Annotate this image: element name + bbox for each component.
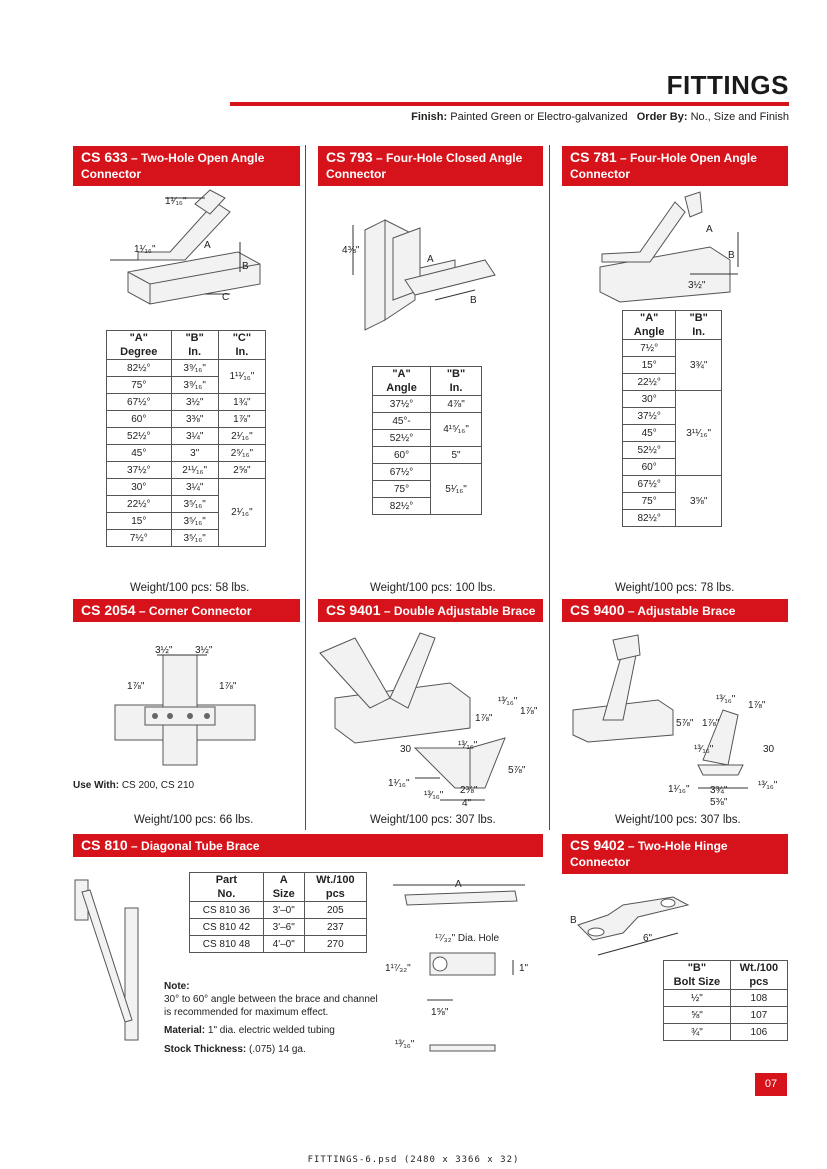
- cs781-dim-b: B: [728, 250, 735, 261]
- cs633-header: [73, 146, 300, 186]
- table-row: [190, 919, 367, 936]
- header-line: In.: [692, 326, 706, 338]
- table-cell: 3'–0": [263, 902, 304, 919]
- table-cell: 3½": [171, 394, 218, 411]
- table-cell: 3¼": [171, 428, 218, 445]
- cs9401-dim-i: ¹³⁄₁₆": [424, 790, 444, 801]
- table-row: [107, 428, 266, 445]
- cs810-note: [164, 980, 379, 1019]
- table-header-cell: [373, 367, 431, 396]
- cs810-detail-drawing: [385, 875, 535, 1065]
- cs9401-dim-b: 1⅞": [475, 713, 493, 724]
- cs9400-dim-i: 5⅜": [710, 797, 728, 808]
- table-header-row: [190, 873, 367, 902]
- header-line: Angle: [633, 326, 665, 338]
- cs9401-dim-a: ¹³⁄₁₆": [498, 696, 518, 707]
- cs810-drawing: [70, 880, 160, 1045]
- table-row: [373, 413, 482, 430]
- table-row: [664, 990, 788, 1007]
- cs633-drawing: [110, 192, 270, 312]
- table-cell: 45°-: [373, 413, 431, 430]
- cs810-thickness-label: Stock Thickness:: [164, 1044, 247, 1055]
- cs793-name-2: Connector: [326, 167, 386, 181]
- header-line: Angle: [386, 382, 417, 394]
- header-line: In.: [449, 382, 463, 394]
- finish-label: Finish:: [411, 111, 448, 123]
- cs9400-dim-j: ¹³⁄₁₆": [758, 780, 778, 791]
- cs9401-dim-e: 30: [400, 744, 412, 755]
- header-line: Size: [272, 888, 295, 900]
- table-cell: 3'–6": [263, 919, 304, 936]
- cs9400-dim-a: ¹³⁄₁₆": [716, 694, 736, 705]
- order-value: No., Size and Finish: [690, 111, 789, 123]
- cs810-material-value: 1" dia. electric welded tubing: [207, 1025, 335, 1036]
- cs9400-dim-h: 3¾": [710, 785, 728, 796]
- table-header-cell: [623, 311, 676, 340]
- cs810-dim-a: A: [455, 879, 462, 890]
- table-cell: 3⁵⁄₁₆": [171, 513, 218, 530]
- table-cell: 5": [431, 447, 482, 464]
- cs2054-dim-4: 1⅞": [219, 681, 237, 692]
- cs793-name: – Four-Hole Closed Angle: [376, 151, 523, 165]
- cs810-material-label: Material:: [164, 1025, 206, 1036]
- table-header-row: [373, 367, 482, 396]
- table-cell: 7½°: [107, 530, 172, 547]
- cs633-weight: Weight/100 pcs: 58 lbs.: [130, 582, 250, 594]
- page-title: FITTINGS: [666, 70, 789, 100]
- cs781-code: CS 781: [570, 149, 617, 165]
- table-row: [190, 936, 367, 953]
- header-line: "A": [392, 368, 411, 380]
- table-cell: 60°: [107, 411, 172, 428]
- cs9402-header: [562, 834, 788, 874]
- cs9401-dim-g: 1¹⁄₁₆": [388, 778, 410, 789]
- header-line: A: [279, 874, 288, 886]
- table-row: [107, 360, 266, 377]
- cs9400-dim-g: 1¹⁄₁₆": [668, 784, 690, 795]
- cs9401-dim-j: 4": [462, 798, 472, 809]
- table-cell: 4'–0": [263, 936, 304, 953]
- cs633-dim-top: 1¹⁄₁₆": [165, 196, 187, 207]
- table-cell: 67½°: [623, 476, 676, 493]
- table-header-cell: [730, 961, 787, 990]
- cs9400-header: [562, 599, 788, 622]
- table-row: [190, 902, 367, 919]
- table-cell: 1⅞": [218, 411, 265, 428]
- cs810-dim-t: ¹³⁄₁₆": [395, 1039, 415, 1050]
- cs9402-drawing: [568, 885, 708, 960]
- table-header-row: [623, 311, 722, 340]
- cs9400-dim-c: 5⅞": [676, 718, 694, 729]
- table-row: [373, 396, 482, 413]
- table-cell: 22½°: [623, 374, 676, 391]
- cs793-dim-h: 4⅜": [342, 245, 360, 256]
- table-cell: 30°: [623, 391, 676, 408]
- table-cell: 1¹¹⁄₁₆": [218, 360, 265, 394]
- cs793-drawing: [342, 200, 505, 330]
- cs633-table: [106, 330, 266, 547]
- table-row: [623, 340, 722, 357]
- cs9402-name-2: Connector: [570, 855, 630, 869]
- table-cell: 52½°: [623, 442, 676, 459]
- table-cell: 3⁵⁄₁₆": [171, 496, 218, 513]
- table-cell: ¾": [664, 1024, 731, 1041]
- cs793-dim-a: A: [427, 254, 434, 265]
- finish-value: Painted Green or Electro-galvanized: [450, 111, 628, 123]
- cs810-name: – Diagonal Tube Brace: [131, 839, 260, 853]
- header-line: pcs: [325, 888, 345, 900]
- cs2054-use-label: Use With:: [73, 780, 120, 791]
- table-cell: CS 810 48: [190, 936, 264, 953]
- cs810-thickness: [164, 1043, 306, 1056]
- cs9402-name: – Two-Hole Hinge: [627, 839, 728, 853]
- cs810-thickness-value: (.075) 14 ga.: [249, 1044, 306, 1055]
- table-row: [107, 445, 266, 462]
- header-line: Wt./100: [739, 962, 779, 974]
- table-cell: 7½°: [623, 340, 676, 357]
- table-cell: 37½°: [107, 462, 172, 479]
- cs9400-drawing: [568, 630, 783, 808]
- cs9400-dim-e: ¹³⁄₁₆": [694, 744, 714, 755]
- header-line: In.: [235, 346, 249, 358]
- title-rule: [230, 102, 789, 106]
- header-line: "C": [232, 332, 252, 344]
- column-divider: [549, 145, 550, 830]
- table-cell: 22½°: [107, 496, 172, 513]
- cs781-name: – Four-Hole Open Angle: [620, 151, 757, 165]
- table-cell: 15°: [107, 513, 172, 530]
- cs781-dim-a: A: [706, 224, 713, 235]
- table-cell: 2¹¹⁄₁₆": [171, 462, 218, 479]
- table-cell: 75°: [623, 493, 676, 510]
- header-line: "B": [185, 332, 204, 344]
- table-cell: CS 810 42: [190, 919, 264, 936]
- cs793-header: [318, 146, 543, 186]
- cs9400-name: – Adjustable Brace: [627, 604, 736, 618]
- cs810-dim-h2: 1": [519, 963, 529, 974]
- cs9400-code: CS 9400: [570, 602, 625, 618]
- header-line: "A": [639, 312, 659, 324]
- table-cell: 67½°: [373, 464, 431, 481]
- cs810-dim-w: 1⅝": [431, 1007, 449, 1018]
- cs781-weight: Weight/100 pcs: 78 lbs.: [615, 582, 735, 594]
- cs810-note-text: 30° to 60° angle between the brace and channel is recommended for maximum effect.: [164, 994, 378, 1018]
- table-cell: 52½°: [107, 428, 172, 445]
- cs2054-dim-3: 1⅞": [127, 681, 145, 692]
- table-cell: 2¹⁄₁₆": [218, 479, 265, 547]
- cs9401-dim-f: 5⅞": [508, 765, 526, 776]
- table-header-cell: [171, 331, 218, 360]
- cs633-dim-c: C: [222, 292, 230, 303]
- cs781-table: [622, 310, 722, 527]
- finish-order-line: [411, 111, 789, 123]
- cs9402-dim-b: B: [570, 915, 577, 926]
- table-cell: 60°: [373, 447, 431, 464]
- cs633-dim-a: A: [204, 240, 211, 251]
- table-cell: 37½°: [623, 408, 676, 425]
- table-cell: 45°: [623, 425, 676, 442]
- table-cell: 37½°: [373, 396, 431, 413]
- cs793-dim-b: B: [470, 295, 477, 306]
- cs9400-dim-d: 1⅞": [702, 718, 720, 729]
- cs2054-name: – Corner Connector: [138, 604, 252, 618]
- header-line: Bolt Size: [673, 976, 721, 988]
- cs9401-header: [318, 599, 543, 622]
- table-cell: 67½°: [107, 394, 172, 411]
- table-row: [373, 464, 482, 481]
- table-cell: 270: [304, 936, 366, 953]
- cs781-drawing: [590, 192, 750, 302]
- header-line: In.: [188, 346, 202, 358]
- cs2054-use-value: CS 200, CS 210: [121, 780, 195, 791]
- cs793-weight: Weight/100 pcs: 100 lbs.: [370, 582, 496, 594]
- table-header-cell: [107, 331, 172, 360]
- cs810-header: [73, 834, 543, 857]
- table-header-row: [107, 331, 266, 360]
- cs9401-drawing: [320, 628, 545, 808]
- table-cell: 45°: [107, 445, 172, 462]
- cs810-dim-hole: ¹⁷⁄₃₂" Dia. Hole: [435, 933, 500, 944]
- cs9401-dim-c: 1⅞": [520, 706, 538, 717]
- table-cell: 82½°: [373, 498, 431, 515]
- table-cell: ½": [664, 990, 731, 1007]
- table-header-cell: [263, 873, 304, 902]
- table-row: [107, 462, 266, 479]
- cs9400-weight: Weight/100 pcs: 307 lbs.: [615, 814, 741, 826]
- cs2054-header: [73, 599, 300, 622]
- table-cell: 2¹⁄₁₆": [218, 428, 265, 445]
- table-row: [107, 411, 266, 428]
- header-line: "B": [446, 368, 466, 380]
- table-cell: 52½°: [373, 430, 431, 447]
- cs810-table: [189, 872, 367, 953]
- cs2054-drawing: [115, 645, 285, 775]
- table-cell: 3⅜": [171, 411, 218, 428]
- cs781-header: [562, 146, 788, 186]
- table-header-cell: [304, 873, 366, 902]
- table-cell: 30°: [107, 479, 172, 496]
- table-cell: 106: [730, 1024, 787, 1041]
- cs633-name-2: Connector: [81, 167, 141, 181]
- cs9402-table: [663, 960, 788, 1041]
- table-header-cell: [676, 311, 722, 340]
- cs9401-name: – Double Adjustable Brace: [383, 604, 536, 618]
- table-cell: 15°: [623, 357, 676, 374]
- table-cell: ⅝": [664, 1007, 731, 1024]
- cs9401-dim-d: ¹³⁄₁₆": [458, 740, 478, 751]
- cs2054-weight: Weight/100 pcs: 66 lbs.: [134, 814, 254, 826]
- table-row: [664, 1024, 788, 1041]
- table-row: [623, 476, 722, 493]
- cs793-code: CS 793: [326, 149, 373, 165]
- table-cell: 3⅝": [676, 476, 722, 527]
- cs9402-code: CS 9402: [570, 837, 625, 853]
- table-header-cell: [218, 331, 265, 360]
- cs9402-dim-len: 6": [643, 933, 653, 944]
- cs633-code: CS 633: [81, 149, 128, 165]
- table-cell: 5¹⁄₁₆": [431, 464, 482, 515]
- table-cell: CS 810 36: [190, 902, 264, 919]
- cs2054-code: CS 2054: [81, 602, 136, 618]
- page-number: 07: [755, 1073, 787, 1096]
- table-cell: 3": [171, 445, 218, 462]
- cs810-code: CS 810: [81, 837, 128, 853]
- table-header-cell: [664, 961, 731, 990]
- table-header-cell: [190, 873, 264, 902]
- cs633-dim-left: 1¹⁄₁₆": [134, 244, 156, 255]
- table-cell: 3⁹⁄₁₆": [171, 360, 218, 377]
- table-cell: 3¾": [676, 340, 722, 391]
- cs2054-use-with: [73, 780, 194, 791]
- table-cell: 82½°: [107, 360, 172, 377]
- table-cell: 82½°: [623, 510, 676, 527]
- header-line: Degree: [120, 346, 158, 358]
- table-row: [664, 1007, 788, 1024]
- cs633-name: – Two-Hole Open Angle: [131, 151, 265, 165]
- table-row: [107, 394, 266, 411]
- table-row: [373, 447, 482, 464]
- cs9401-code: CS 9401: [326, 602, 381, 618]
- header-line: "B": [687, 962, 707, 974]
- cs810-note-label: Note:: [164, 981, 190, 992]
- table-header-cell: [431, 367, 482, 396]
- table-cell: 2⁵⁄₁₆": [218, 445, 265, 462]
- cs810-material: [164, 1024, 335, 1037]
- cs781-dim-w: 3½": [688, 280, 706, 291]
- table-cell: 3⁹⁄₁₆": [171, 377, 218, 394]
- table-cell: 4⅞": [431, 396, 482, 413]
- cs793-table: [372, 366, 482, 515]
- table-cell: 205: [304, 902, 366, 919]
- cs781-name-2: Connector: [570, 167, 630, 181]
- table-row: [623, 391, 722, 408]
- cs9400-dim-b: 1⅞": [748, 700, 766, 711]
- table-cell: 4¹⁵⁄₁₆": [431, 413, 482, 447]
- table-row: [107, 479, 266, 496]
- header-line: No.: [217, 888, 236, 900]
- cs2054-dim-1: 3½": [155, 645, 173, 656]
- cs633-dim-b: B: [242, 261, 249, 272]
- table-cell: 108: [730, 990, 787, 1007]
- table-cell: 237: [304, 919, 366, 936]
- cs9401-dim-h: 2⅜": [460, 785, 478, 796]
- table-cell: 107: [730, 1007, 787, 1024]
- file-footer: FITTINGS-6.psd (2480 x 3366 x 32): [307, 1155, 520, 1165]
- table-cell: 60°: [623, 459, 676, 476]
- table-cell: 3¼": [171, 479, 218, 496]
- table-cell: 3¹¹⁄₁₆": [676, 391, 722, 476]
- header-line: pcs: [749, 976, 769, 988]
- cs9400-dim-f: 30: [763, 744, 775, 755]
- table-cell: 2⅝": [218, 462, 265, 479]
- column-divider: [305, 145, 306, 830]
- header-line: "B": [689, 312, 708, 324]
- header-line: Wt./100: [316, 874, 355, 886]
- cs9401-weight: Weight/100 pcs: 307 lbs.: [370, 814, 496, 826]
- cs2054-dim-2: 3½": [195, 645, 213, 656]
- table-header-row: [664, 961, 788, 990]
- table-cell: 3⁵⁄₁₆": [171, 530, 218, 547]
- header-line: Part: [215, 874, 238, 886]
- table-cell: 1¾": [218, 394, 265, 411]
- header-line: "A": [129, 332, 148, 344]
- order-label: Order By:: [636, 111, 688, 123]
- cs810-dim-h1: 1¹⁷⁄₃₂": [385, 963, 411, 974]
- table-cell: 75°: [107, 377, 172, 394]
- table-cell: 75°: [373, 481, 431, 498]
